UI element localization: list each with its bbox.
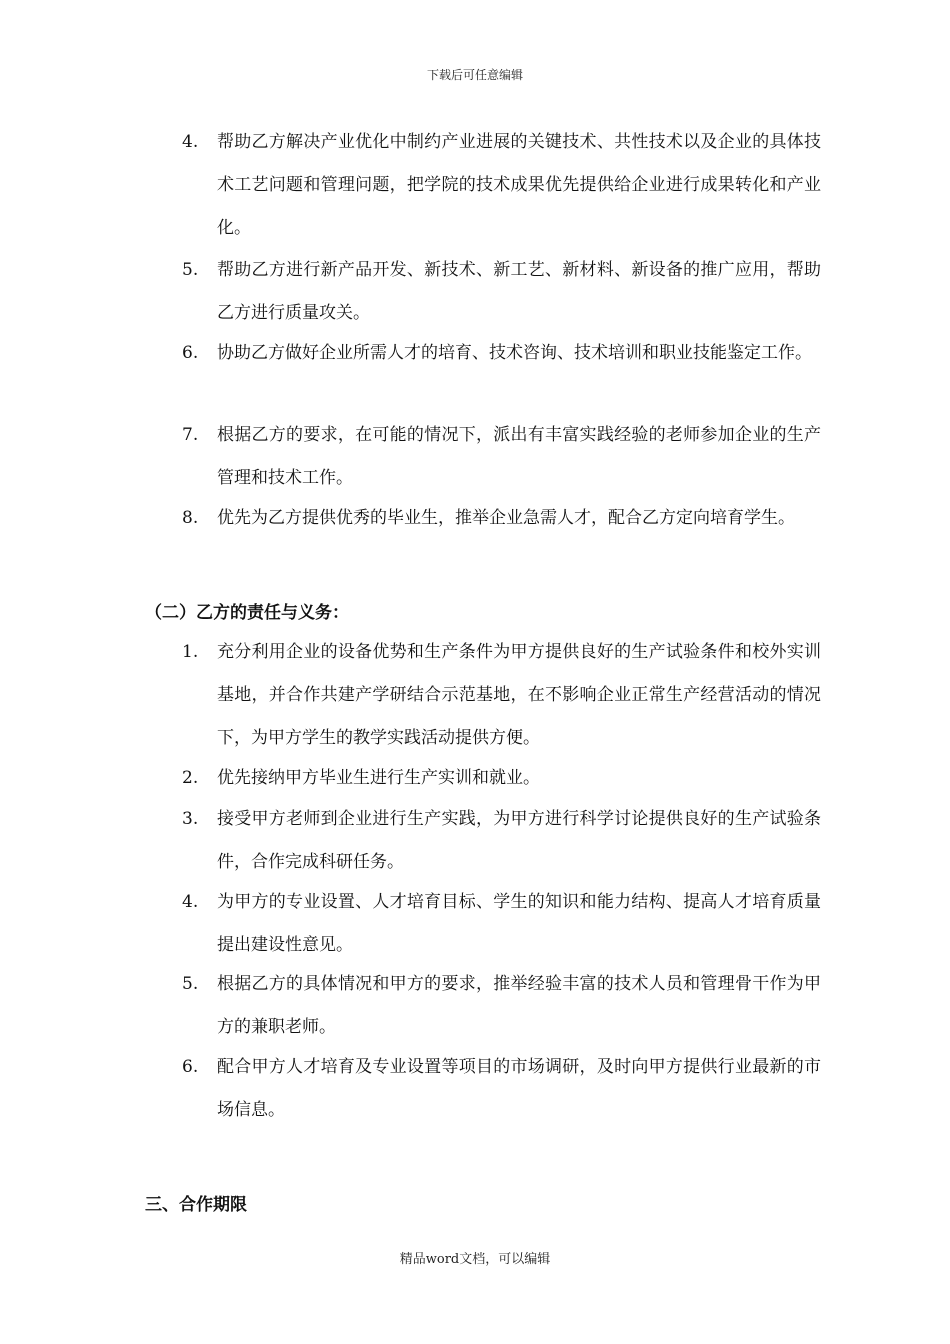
item-number: 6. — [182, 343, 199, 363]
item-text: 为甲方的专业设置、人才培育目标、学生的知识和能力结构、提高人才培育质量提出建设性意见。 — [217, 892, 821, 955]
section-heading-cooperation-period: 三、合作期限 — [145, 1195, 247, 1215]
item-text: 优先为乙方提供优秀的毕业生，推举企业急需人才，配合乙方定向培育学生。 — [217, 508, 795, 528]
item-text: 配合甲方人才培育及专业设置等项目的市场调研，及时向甲方提供行业最新的市场信息。 — [217, 1057, 821, 1120]
page-footer: 精品word文档，可以编辑 — [399, 1252, 551, 1267]
item-number: 7. — [182, 425, 199, 445]
item-number: 5. — [182, 974, 199, 994]
item-text: 根据乙方的要求，在可能的情况下，派出有丰富实践经验的老师参加企业的生产管理和技术工作。 — [217, 425, 821, 488]
item-text: 帮助乙方进行新产品开发、新技术、新工艺、新材料、新设备的推广应用，帮助乙方进行质量攻关。 — [217, 260, 821, 323]
item-text: 协助乙方做好企业所需人才的培育、技术咨询、技术培训和职业技能鉴定工作。 — [217, 343, 812, 363]
item-number: 4. — [182, 132, 199, 152]
item-number: 5. — [182, 260, 199, 280]
item-text: 帮助乙方解决产业优化中制约产业进展的关键技术、共性技术以及企业的具体技术工艺问题和管理问题，把学院的技术成果优先提供给企业进行成果转化和产业化。 — [217, 132, 821, 238]
item-number: 2. — [182, 768, 199, 788]
item-number: 6. — [182, 1057, 199, 1077]
item-number: 4. — [182, 892, 199, 912]
item-number: 1. — [182, 642, 199, 662]
section-heading-party-b: （二）乙方的责任与义务： — [145, 603, 349, 623]
item-text: 优先接纳甲方毕业生进行生产实训和就业。 — [217, 768, 540, 788]
item-text: 接受甲方老师到企业进行生产实践，为甲方进行科学讨论提供良好的生产试验条件，合作完成科研任务。 — [217, 809, 821, 872]
item-number: 8. — [182, 508, 199, 528]
page-header: 下载后可任意编辑 — [426, 68, 523, 82]
item-text: 充分利用企业的设备优势和生产条件为甲方提供良好的生产试验条件和校外实训基地，并合作共建产学研结合示范基地，在不影响企业正常生产经营活动的情况下，为甲方学生的教学实践活动提供方便。 — [217, 642, 821, 748]
item-text: 根据乙方的具体情况和甲方的要求，推举经验丰富的技术人员和管理骨干作为甲方的兼职老师。 — [217, 974, 821, 1037]
item-number: 3. — [182, 809, 199, 829]
